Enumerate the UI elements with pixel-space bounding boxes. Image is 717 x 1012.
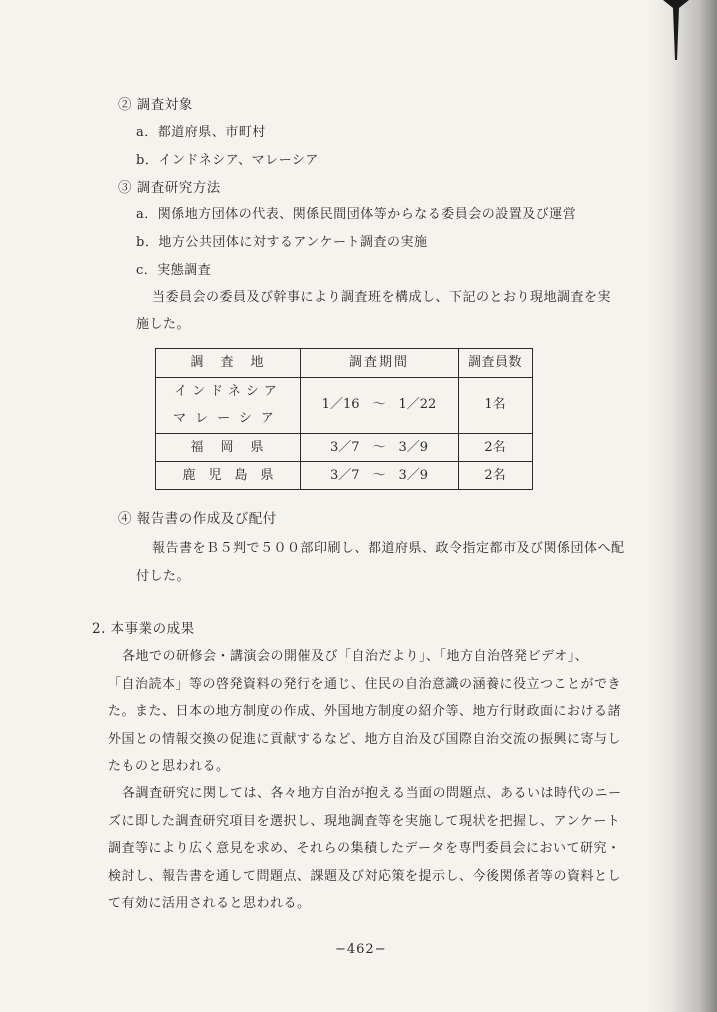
binding-shadow [647, 0, 717, 1012]
row1-location-line2: マレーシア [173, 411, 283, 426]
results-p1-line3: た。また、日本の地方制度の作成、外国地方制度の紹介等、地方行財政面における諸 [108, 704, 622, 719]
header-period: 調査期間 [348, 355, 409, 370]
row3-location: 鹿 児 島 県 [182, 468, 274, 483]
results-heading: 2. 本事業の成果 [92, 621, 195, 637]
item2-title: ② 調査対象 [118, 97, 193, 113]
item3-c-body-line2: 施した。 [136, 317, 191, 332]
row2-period: 3／7 ～ 3／9 [329, 440, 429, 455]
item3-title: ③ 調査研究方法 [118, 180, 221, 196]
results-p2-line3: 調査等により広く意見を求め、それらの集積したデータを専門委員会において研究・ [108, 841, 621, 856]
row1-period: 1／16 ～ 1／22 [321, 397, 437, 412]
item3-c: c．実態調査 [136, 263, 212, 278]
page-number: −462− [335, 942, 387, 957]
item4-title: ④ 報告書の作成及び配付 [118, 511, 277, 527]
results-p2-line5: て有効に活用されると思われる。 [108, 896, 311, 911]
results-p2-line4: 検討し、報告書を通して問題点、課題及び対応策を提示し、今後関係者等の資料とし [108, 869, 622, 884]
item4-body-line2: 付した。 [136, 569, 191, 584]
results-p2-line2: ズに即した調査研究項目を選択し、現地調査等を実施して現状を把握し、アンケート [108, 814, 621, 829]
row3-period: 3／7 ～ 3／9 [329, 468, 429, 483]
results-p1-line5: たものと思われる。 [108, 759, 230, 774]
header-count: 調査員数 [467, 355, 522, 370]
item3-c-body-line1: 当委員会の委員及び幹事により調査班を構成し、下記のとおり現地調査を実 [152, 290, 612, 305]
row2-location: 福 岡 県 [190, 440, 266, 455]
row2-count: 2名 [484, 440, 506, 455]
results-p2-line1: 各調査研究に関しては、各々地方自治が抱える当面の問題点、あるいは時代のニー [122, 786, 622, 801]
header-location: 調 査 地 [190, 355, 266, 370]
item3-b: b．地方公共団体に対するアンケート調査の実施 [136, 235, 428, 250]
row1-location-line1: インドネシア [174, 384, 282, 399]
results-p1-line1: 各地での研修会・講演会の開催及び「自治だより」、「地方自治啓発ビデオ」、 [122, 649, 589, 664]
row1-count: 1名 [484, 397, 506, 412]
binding-mark [661, 0, 691, 60]
results-p1-line2: 「自治読本」等の啓発資料の発行を通じ、住民の自治意識の涵養に役立つことができ [108, 677, 622, 692]
item2-b: b．インドネシア、マレーシア [136, 153, 319, 168]
survey-table [155, 348, 533, 490]
results-p1-line4: 外国との情報交換の促進に貢献するなど、地方自治及び国際自治交流の振興に寄与し [108, 732, 622, 747]
item2-a: a．都道府県、市町村 [136, 125, 266, 140]
item3-a: a．関係地方団体の代表、関係民間団体等からなる委員会の設置及び運営 [136, 207, 577, 222]
row3-count: 2名 [484, 468, 506, 483]
item4-body-line1: 報告書をＢ５判で５００部印刷し、都道府県、政令指定都市及び関係団体へ配 [152, 541, 625, 556]
